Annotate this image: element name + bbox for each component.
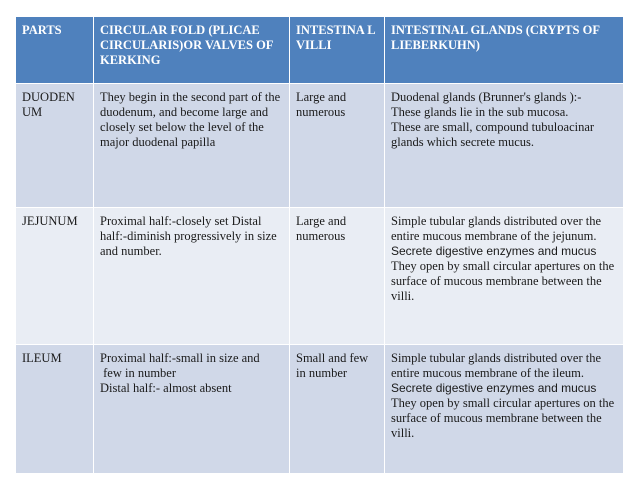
cell-glands-jejunum — [385, 208, 624, 345]
cell-villi-ileum: Small and few in number — [290, 345, 385, 474]
glands-intro: Simple tubular glands distributed over the entire mucous membrane of the jejunum. — [391, 214, 602, 243]
cell-circular-fold-jejunum: Proximal half:-closely set Distal half:-diminish progressively in size and number. — [94, 208, 290, 345]
table-row-ileum — [16, 345, 624, 474]
header-intestinal-villi: INTESTINA L VILLI — [290, 17, 385, 84]
cell-glands-duodenum — [385, 84, 624, 208]
table-row-jejunum — [16, 208, 624, 345]
glands-line: Duodenal glands (Brunner's glands ):- — [391, 90, 582, 104]
cell-villi-jejunum: Large and numerous — [290, 208, 385, 345]
cell-circular-fold-duodenum: They begin in the second part of the duodenum, and become large and closely set below the level of the major duodenal papilla — [94, 84, 290, 208]
intestine-parts-table — [15, 16, 624, 474]
glands-line: These are small, compound tubuloacinar — [391, 120, 595, 134]
cell-part-ileum: ILEUM — [16, 345, 94, 474]
table-row-duodenum — [16, 84, 624, 208]
header-parts: PARTS — [16, 17, 94, 84]
cell-circular-fold-ileum — [94, 345, 290, 474]
cell-part-jejunum: JEJUNUM — [16, 208, 94, 345]
circular-fold-line: few in number — [100, 366, 177, 380]
cell-villi-duodenum: Large and numerous — [290, 84, 385, 208]
header-circular-fold: CIRCULAR FOLD (PLICAE CIRCULARIS)OR VALVES OF KERKING — [94, 17, 290, 84]
header-intestinal-glands: INTESTINAL GLANDS (CRYPTS OF LIEBERKUHN) — [385, 17, 624, 84]
glands-line: These glands lie in the sub mucosa. — [391, 105, 569, 119]
circular-fold-line: Distal half:- almost absent — [100, 381, 232, 395]
glands-outro: They open by small circular apertures on the surface of mucous membrane between the villi. — [391, 396, 615, 440]
glands-intro: Simple tubular glands distributed over the entire mucous membrane of the ileum. — [391, 351, 602, 380]
glands-secrete: Secrete digestive enzymes and mucus — [391, 381, 597, 395]
cell-glands-ileum — [385, 345, 624, 474]
glands-line: glands which secrete mucus. — [391, 135, 535, 149]
circular-fold-line: Proximal half:-small in size and — [100, 351, 260, 365]
cell-part-duodenum: DUODEN UM — [16, 84, 94, 208]
table-header-row — [16, 17, 624, 84]
glands-outro: They open by small circular apertures on the surface of mucous membrane between the villi. — [391, 259, 615, 303]
glands-secrete: Secrete digestive enzymes and mucus — [391, 244, 597, 258]
